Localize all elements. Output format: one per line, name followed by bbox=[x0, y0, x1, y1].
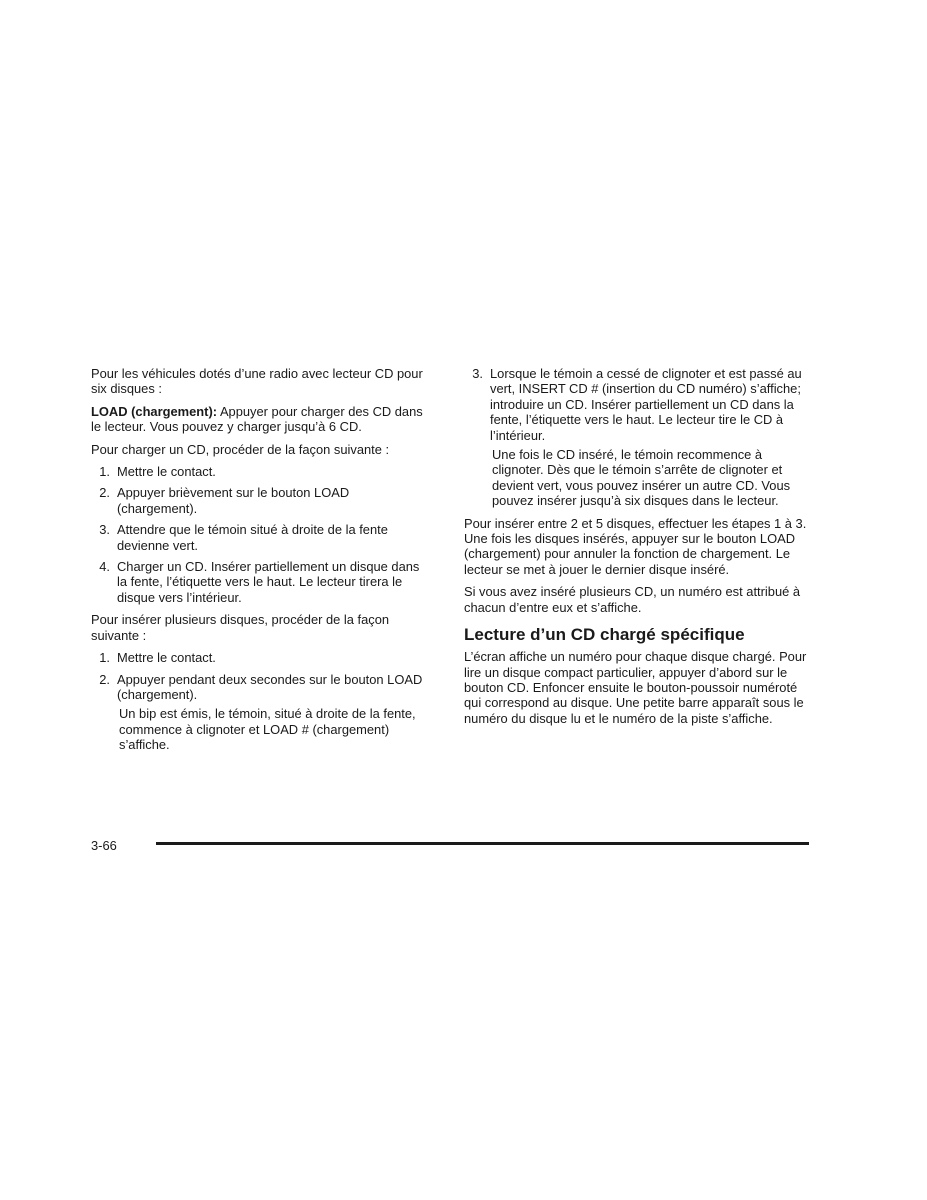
step-body bbox=[117, 672, 431, 753]
section-heading: Lecture d’un CD chargé spécifique bbox=[464, 625, 745, 645]
step-text: Mettre le contact. bbox=[117, 650, 216, 666]
load-label: LOAD (chargement): bbox=[91, 403, 218, 419]
step-text: Appuyer pendant deux secondes sur le bouton LOAD (chargement). bbox=[117, 671, 423, 702]
step-number: 3. bbox=[472, 366, 483, 381]
load-paragraph bbox=[91, 404, 431, 435]
page-number: 3-66 bbox=[91, 838, 117, 853]
step-number: 4. bbox=[99, 559, 110, 575]
step-note: Une fois le CD inséré, le témoin recommence à clignoter. Dès que le témoin s’arrête de clignoter et devient vert, vous pouvez insérer un autre CD. Vous pouvez insérer jusqu’à six disques dans le lecteur. bbox=[492, 447, 791, 509]
multi-cd-steps bbox=[91, 650, 431, 752]
numbering-paragraph: Si vous avez inséré plusieurs CD, un numéro est attribué à chacun d’entre eux et s’affiche. bbox=[464, 584, 801, 615]
multi-cd-steps-continued bbox=[464, 366, 814, 509]
step-number: 2. bbox=[99, 485, 110, 501]
step-text: Lorsque le témoin a cessé de clignoter et est passé au vert, INSERT CD # (insertion du CD numéro) s’affiche; introduire un CD. Insérer partiellement un CD dans la fente, l’étiquette vers le haut. Le lecteur tire le CD à l’intérieur. bbox=[490, 366, 802, 443]
list-item bbox=[91, 485, 431, 516]
left-column bbox=[91, 366, 431, 760]
multi-cd-intro: Pour insérer plusieurs disques, procéder de la façon suivante : bbox=[91, 612, 390, 643]
partial-load-paragraph: Pour insérer entre 2 et 5 disques, effectuer les étapes 1 à 3. Une fois les disques insérés, appuyer sur le bouton LOAD (chargement) pour annuler la fonction de chargement. Le lecteur se met à jouer le dernier disque inséré. bbox=[464, 515, 807, 577]
single-cd-steps bbox=[91, 464, 431, 605]
list-item bbox=[91, 559, 431, 605]
list-item bbox=[91, 672, 431, 753]
step-number: 1. bbox=[99, 650, 110, 666]
intro-paragraph: Pour les véhicules dotés d’une radio avec lecteur CD pour six disques : bbox=[91, 366, 423, 397]
step-text: Appuyer brièvement sur le bouton LOAD (chargement). bbox=[117, 485, 350, 516]
step-note: Un bip est émis, le témoin, situé à droite de la fente, commence à clignoter et LOAD # (chargement) s’affiche. bbox=[119, 706, 416, 753]
list-item bbox=[91, 650, 431, 665]
step-text: Charger un CD. Insérer partiellement un disque dans la fente, l’étiquette vers le haut. Le lecteur tirera le disque vers l’intérieur. bbox=[117, 559, 420, 605]
step-number: 1. bbox=[99, 464, 110, 480]
list-item bbox=[91, 522, 431, 553]
step-body bbox=[490, 366, 814, 509]
step-text: Mettre le contact. bbox=[117, 464, 216, 480]
load-text: Appuyer pour charger des CD dans le lecteur. Vous pouvez y charger jusqu’à 6 CD. bbox=[91, 403, 423, 435]
step-number: 3. bbox=[99, 522, 110, 538]
step-text: Attendre que le témoin situé à droite de la fente devienne vert. bbox=[117, 522, 388, 553]
list-item bbox=[464, 366, 814, 509]
footer-divider bbox=[156, 842, 809, 845]
single-cd-intro: Pour charger un CD, procéder de la façon suivante : bbox=[91, 441, 390, 457]
step-number: 2. bbox=[99, 671, 110, 687]
list-item bbox=[91, 464, 431, 479]
specific-cd-paragraph: L’écran affiche un numéro pour chaque disque chargé. Pour lire un disque compact particulier, appuyer d’abord sur le bouton CD. Enfoncer ensuite le bouton-poussoir numéroté qui correspond au disque. Une petite barre apparaît sous le numéro du disque lu et le numéro de la piste s’affiche. bbox=[464, 649, 807, 726]
right-column bbox=[464, 366, 814, 733]
